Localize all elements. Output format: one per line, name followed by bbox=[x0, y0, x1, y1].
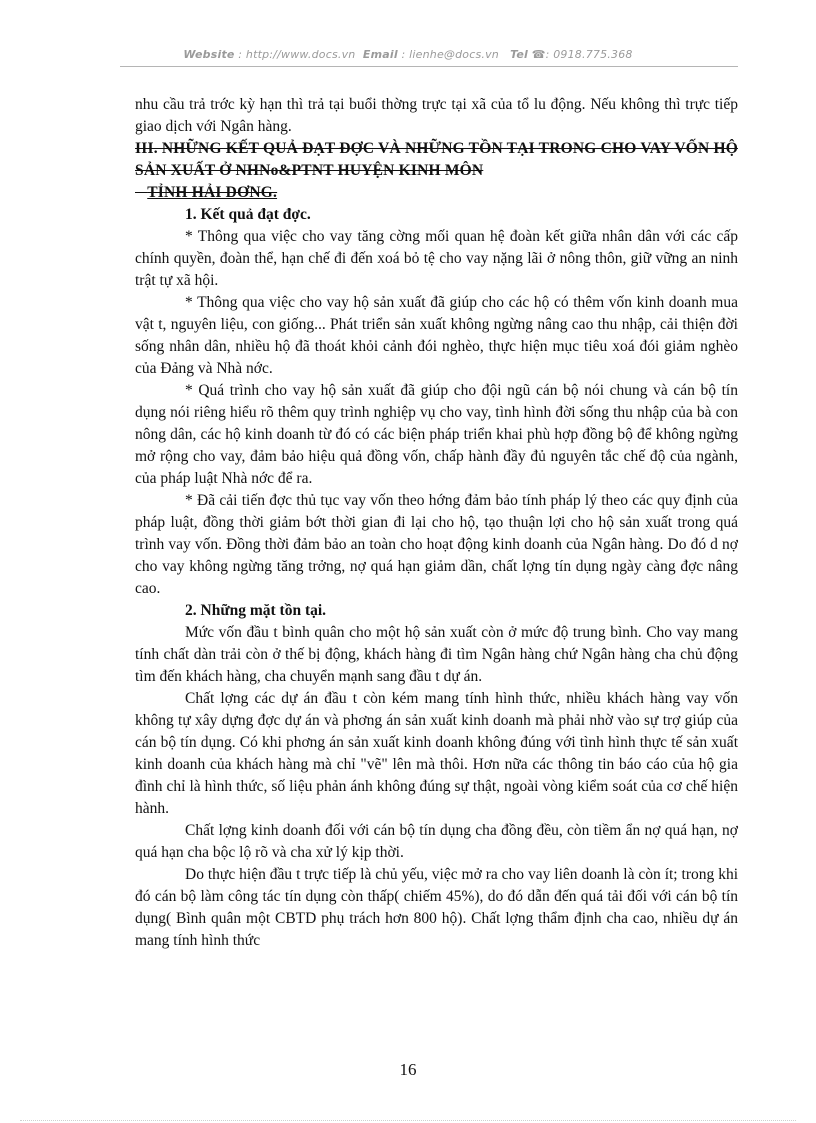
paragraph-7: Chất lợng kinh doanh đối với cán bộ tín dụng cha đồng đều, còn tiềm ẩn nợ quá hạn, nợ quá hạn cha bộc lộ rõ và cha xử lý kịp thời. bbox=[135, 822, 738, 861]
header-divider bbox=[120, 66, 738, 67]
website-label: Website bbox=[183, 48, 235, 61]
paragraph-3: * Quá trình cho vay hộ sản xuất đã giúp cho đội ngũ cán bộ nói chung và cán bộ tín dụng nói riêng hiểu rõ thêm quy trình nghiệp vụ cho vay, tình hình đời sống thu nhập của bà con nông dân, các hộ kinh doanh từ đó có các biện pháp triển khai phù hợp đồng bộ để không ngừng mở rộng cho vay, đảm bảo hiệu quả đồng vốn, chấp hành đầy đủ nguyên tắc chế độ của ngành, của pháp luật Nhà nớc để ra. bbox=[135, 382, 738, 487]
email-label: Email bbox=[362, 48, 398, 61]
subheading-shortcomings: 2. Những mặt tồn tại. bbox=[185, 602, 327, 619]
intro-paragraph: nhu cầu trả trớc kỳ hạn thì trả tại buổi thờng trực tại xã của tổ lu động. Nếu không thì trực tiếp giao dịch với Ngân hàng. bbox=[135, 96, 738, 135]
tel-value: ☎: 0918.775.368 bbox=[531, 48, 633, 61]
section-heading-main: III. NHỮNG KẾT QUẢ ĐẠT ĐỢC VÀ NHỮNG TỒN TẠI TRONG CHO VAY VỐN HỘ SẢN XUẤT Ở NHNo&PTNT HUYỆN KINH MÔN bbox=[135, 140, 738, 179]
document-body bbox=[135, 94, 738, 952]
website-value[interactable]: : http://www.docs.vn bbox=[238, 48, 356, 61]
paragraph-5: Mức vốn đầu t bình quân cho một hộ sản xuất còn ở mức độ trung bình. Cho vay mang tính chất dàn trải còn ở thế bị động, khách hàng đi tìm Ngân hàng chứ Ngân hàng cha chủ động tìm đến khách hàng, cha chuyển mạnh sang đầu t dự án. bbox=[135, 624, 738, 685]
paragraph-2: * Thông qua việc cho vay hộ sản xuất đã giúp cho các hộ có thêm vốn kinh doanh mua vật t, nguyên liệu, con giống... Phát triển sản xuất không ngừng nâng cao thu nhập, cải thiện đời sống nhân dân, nhiều hộ đã thoát khỏi cảnh đói nghèo, thực hiện mục tiêu xoá đói giảm nghèo của Đảng và Nhà nớc. bbox=[135, 294, 738, 377]
section-heading-tail: TỈNH HẢI DƠNG. bbox=[147, 184, 278, 201]
page-number: 16 bbox=[399, 1060, 417, 1079]
paragraph-4: * Đã cải tiến đợc thủ tục vay vốn theo hớng đảm bảo tính pháp lý theo các quy định của pháp luật, đồng thời giảm bớt thời gian đi lại cho hộ, tạo thuận lợi cho hộ sản xuất trong quá trình vay vốn. Đồng thời đảm bảo an toàn cho hoạt động kinh doanh của Ngân hàng. Do đó d nợ cho vay không ngừng tăng trởng, nợ quá hạn giảm dần, chất lợng tín dụng ngày càng đợc nâng cao. bbox=[135, 492, 738, 597]
paragraph-6: Chất lợng các dự án đầu t còn kém mang tính hình thức, nhiều khách hàng vay vốn không tự xây dựng đợc dự án và phơng án sản xuất kinh doanh mà phải nhờ vào sự trợ giúp của cán bộ tín dụng. Có khi phơng án sản xuất kinh doanh không đúng với tình hình thực tế sản xuất kinh doanh của khách hàng mà chỉ "vẽ" lên mà thôi. Hơn nữa các thông tin báo cáo của hộ gia đình chỉ là hình thức, số liệu phản ánh không đúng sự thật, ngoài vòng kiểm soát của cơ chế hiện hành. bbox=[135, 690, 738, 817]
footer-divider bbox=[20, 1120, 796, 1121]
site-header bbox=[0, 48, 816, 61]
tel-label: Tel bbox=[510, 48, 528, 61]
paragraph-8: Do thực hiện đầu t trực tiếp là chủ yếu, việc mở ra cho vay liên doanh là còn ít; trong khi đó cán bộ làm công tác tín dụng còn thấp( chiếm 45%), do đó dẫn đến quá tải đối với cán bộ tín dụng( Bình quân một CBTD phụ trách hơn 800 hộ). Chất lợng thẩm định cha cao, nhiều dự án mang tính hình thức bbox=[135, 866, 738, 949]
paragraph-1: * Thông qua việc cho vay tăng cờng mối quan hệ đoàn kết giữa nhân dân với các cấp chính quyền, đoàn thể, hạn chế đi đến xoá bỏ tệ cho vay nặng lãi ở nông thôn, giữ vững an ninh trật tự xã hội. bbox=[135, 228, 738, 289]
subheading-results: 1. Kết quả đạt đợc. bbox=[185, 206, 311, 223]
email-value[interactable]: : lienhe@docs.vn bbox=[401, 48, 499, 61]
section-heading bbox=[135, 138, 738, 204]
